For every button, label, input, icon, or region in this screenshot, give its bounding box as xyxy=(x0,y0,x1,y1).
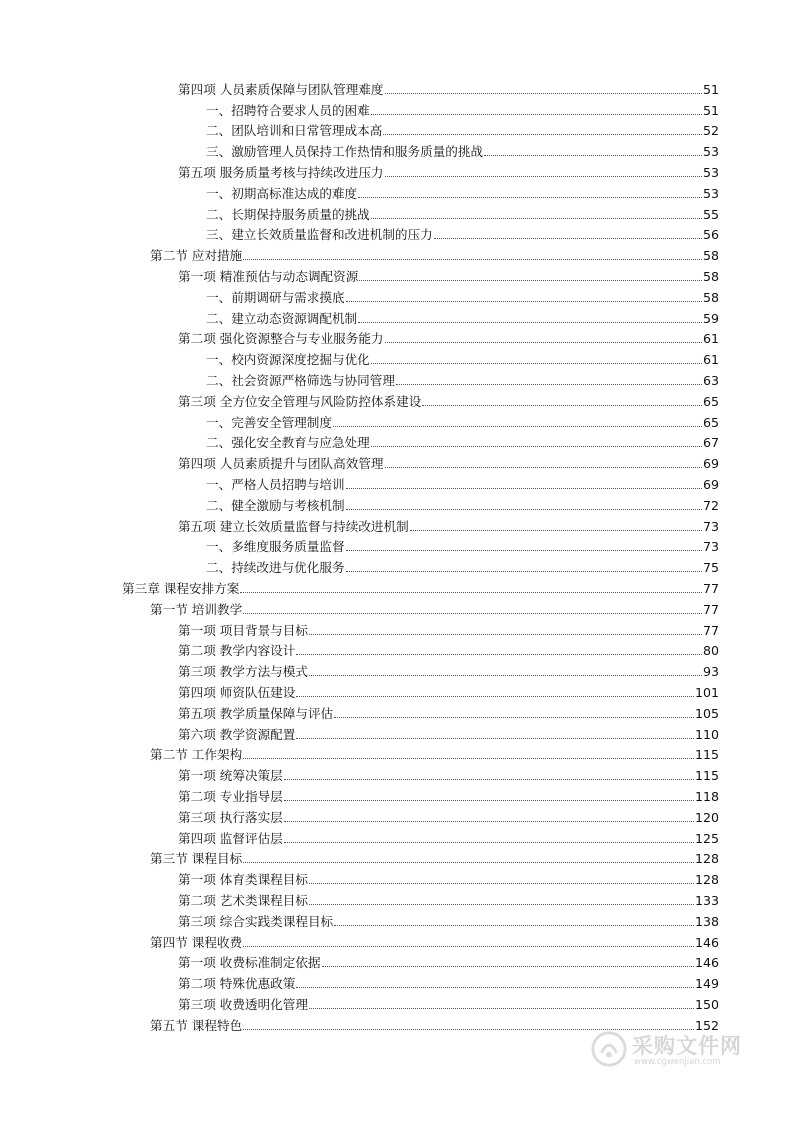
toc-leader-dots xyxy=(240,592,702,593)
watermark-url: www.cgwenjian.com xyxy=(634,1057,721,1067)
toc-leader-dots xyxy=(322,966,694,967)
toc-entry[interactable] xyxy=(178,388,719,409)
toc-leader-dots xyxy=(434,238,702,239)
toc-entry-label: 二、健全激励与考核机制 xyxy=(206,497,345,513)
toc-entry-page: 69 xyxy=(702,476,719,492)
toc-entry[interactable] xyxy=(206,430,719,451)
toc-entry[interactable] xyxy=(178,783,719,804)
toc-entry-label: 第四项 人员素质保障与团队管理难度 xyxy=(178,81,384,97)
toc-entry-label: 一、校内资源深度挖掘与优化 xyxy=(206,352,370,368)
toc-entry[interactable] xyxy=(206,97,719,118)
toc-entry[interactable] xyxy=(178,450,719,471)
toc-entry-page: 58 xyxy=(702,289,719,305)
toc-entry-label: 第六项 教学资源配置 xyxy=(178,726,296,742)
toc-entry-page: 65 xyxy=(702,414,719,430)
toc-entry-label: 第五项 教学质量保障与评估 xyxy=(178,705,334,721)
toc-entry[interactable] xyxy=(178,721,719,742)
toc-entry[interactable] xyxy=(206,284,719,305)
toc-leader-dots xyxy=(333,426,702,427)
toc-entry[interactable] xyxy=(178,263,719,284)
toc-entry-page: 152 xyxy=(694,1017,719,1033)
toc-entry-page: 73 xyxy=(702,518,719,534)
toc-leader-dots xyxy=(309,1008,694,1009)
toc-entry[interactable] xyxy=(178,326,719,347)
toc-entry-label: 第五项 建立长效质量监督与持续改进机制 xyxy=(178,518,409,534)
toc-entry[interactable] xyxy=(206,471,719,492)
toc-entry-label: 第一项 统筹决策层 xyxy=(178,768,283,784)
toc-leader-dots xyxy=(371,114,702,115)
toc-entry-label: 二、团队培训和日常管理成本高 xyxy=(206,123,383,139)
toc-entry-page: 59 xyxy=(702,310,719,326)
toc-entry-page: 53 xyxy=(702,164,719,180)
toc-entry-page: 56 xyxy=(702,227,719,243)
toc-entry-label: 第四项 人员素质提升与团队高效管理 xyxy=(178,456,384,472)
toc-entry-label: 第一项 精准预估与动态调配资源 xyxy=(178,268,359,284)
toc-entry[interactable] xyxy=(206,222,719,243)
toc-entry-page: 115 xyxy=(694,747,719,763)
toc-entry[interactable] xyxy=(178,700,719,721)
toc-leader-dots xyxy=(346,488,702,489)
toc-leader-dots xyxy=(385,93,702,94)
toc-entry-page: 128 xyxy=(694,872,719,888)
toc-entry-page: 51 xyxy=(702,81,719,97)
toc-entry[interactable] xyxy=(150,929,719,950)
toc-entry[interactable] xyxy=(206,138,719,159)
watermark-title: 采购文件网 xyxy=(632,1034,742,1058)
toc-entry[interactable] xyxy=(150,742,719,763)
toc-entry[interactable] xyxy=(206,201,719,222)
toc-entry-page: 105 xyxy=(694,705,719,721)
toc-leader-dots xyxy=(243,613,702,614)
toc-entry-page: 138 xyxy=(694,913,719,929)
toc-entry-page: 75 xyxy=(702,560,719,576)
toc-entry-label: 第三章 课程安排方案 xyxy=(122,580,240,596)
toc-entry[interactable] xyxy=(178,76,719,97)
toc-entry-label: 二、持续改进与优化服务 xyxy=(206,560,345,576)
toc-entry-label: 第三项 执行落实层 xyxy=(178,809,283,825)
toc-entry-label: 一、完善安全管理制度 xyxy=(206,414,332,430)
toc-entry[interactable] xyxy=(178,679,719,700)
toc-entry-label: 二、强化安全教育与应急处理 xyxy=(206,435,370,451)
toc-entry-label: 第二项 专业指导层 xyxy=(178,788,283,804)
toc-entry-page: 67 xyxy=(702,435,719,451)
toc-entry-label: 第二项 特殊优惠政策 xyxy=(178,976,296,992)
toc-leader-dots xyxy=(385,342,702,343)
toc-entry-page: 146 xyxy=(694,934,719,950)
toc-leader-dots xyxy=(410,530,702,531)
toc-leader-dots xyxy=(309,883,694,884)
toc-entry[interactable] xyxy=(178,159,719,180)
toc-entry-label: 第四节 课程收费 xyxy=(150,934,243,950)
toc-entry[interactable] xyxy=(178,908,719,929)
toc-leader-dots xyxy=(309,675,702,676)
toc-entry[interactable] xyxy=(206,492,719,513)
toc-entry-page: 61 xyxy=(702,352,719,368)
toc-entry[interactable] xyxy=(206,346,719,367)
toc-leader-dots xyxy=(371,363,702,364)
toc-leader-dots xyxy=(334,925,694,926)
toc-leader-dots xyxy=(371,218,702,219)
watermark xyxy=(590,1028,750,1072)
toc-entry-label: 第一节 培训教学 xyxy=(150,601,243,617)
toc-entry[interactable] xyxy=(150,242,719,263)
toc-entry-label: 第三项 综合实践类课程目标 xyxy=(178,913,334,929)
toc-entry-label: 第四项 师资队伍建设 xyxy=(178,684,296,700)
toc-leader-dots xyxy=(309,634,702,635)
toc-entry-page: 63 xyxy=(702,372,719,388)
toc-entry[interactable] xyxy=(178,825,719,846)
toc-entry-label: 一、严格人员招聘与培训 xyxy=(206,476,345,492)
toc-entry[interactable] xyxy=(150,596,719,617)
toc-leader-dots xyxy=(334,717,694,718)
toc-entry-label: 三、建立长效质量监督和改进机制的压力 xyxy=(206,227,433,243)
toc-leader-dots xyxy=(243,862,694,863)
toc-entry-page: 93 xyxy=(702,664,719,680)
toc-entry-label: 第二节 工作架构 xyxy=(150,747,243,763)
toc-entry-page: 125 xyxy=(694,830,719,846)
toc-entry[interactable] xyxy=(206,118,719,139)
toc-leader-dots xyxy=(284,800,694,801)
toc-entry-page: 53 xyxy=(702,144,719,160)
toc-entry[interactable] xyxy=(178,513,719,534)
toc-entry-label: 第四项 监督评估层 xyxy=(178,830,283,846)
toc-entry-page: 110 xyxy=(694,726,719,742)
toc-leader-dots xyxy=(284,842,694,843)
toc-entry[interactable] xyxy=(178,804,719,825)
toc-leader-dots xyxy=(346,509,702,510)
toc-entry-label: 第二项 艺术类课程目标 xyxy=(178,892,308,908)
toc-leader-dots xyxy=(284,779,694,780)
toc-leader-dots xyxy=(243,259,702,260)
toc-entry-page: 120 xyxy=(694,809,719,825)
toc-entry-label: 三、激励管理人员保持工作热情和服务质量的挑战 xyxy=(206,144,484,160)
toc-leader-dots xyxy=(296,987,694,988)
toc-leader-dots xyxy=(359,280,702,281)
toc-entry[interactable] xyxy=(206,554,719,575)
toc-entry-page: 72 xyxy=(702,497,719,513)
toc-entry-page: 58 xyxy=(702,248,719,264)
toc-entry-page: 150 xyxy=(694,996,719,1012)
toc-entry-page: 80 xyxy=(702,643,719,659)
toc-entry-page: 61 xyxy=(702,331,719,347)
toc-entry[interactable] xyxy=(122,575,719,596)
toc-entry[interactable] xyxy=(178,617,719,638)
toc-entry-label: 第三节 课程目标 xyxy=(150,851,243,867)
toc-leader-dots xyxy=(296,654,702,655)
toc-entry-label: 一、前期调研与需求摸底 xyxy=(206,289,345,305)
toc-leader-dots xyxy=(484,155,702,156)
toc-leader-dots xyxy=(296,696,694,697)
toc-entry[interactable] xyxy=(178,638,719,659)
toc-entry-page: 77 xyxy=(702,622,719,638)
toc-entry[interactable] xyxy=(178,866,719,887)
toc-entry-label: 第一项 项目背景与目标 xyxy=(178,622,308,638)
toc-leader-dots xyxy=(383,134,702,135)
toc-entry-label: 一、多维度服务质量监督 xyxy=(206,539,345,555)
toc-entry[interactable] xyxy=(206,534,719,555)
toc-entry-page: 65 xyxy=(702,393,719,409)
toc-entry-page: 55 xyxy=(702,206,719,222)
toc-entry[interactable] xyxy=(178,887,719,908)
toc-leader-dots xyxy=(284,821,694,822)
toc-leader-dots xyxy=(309,904,694,905)
toc-entry-page: 146 xyxy=(694,955,719,971)
toc-entry-page: 77 xyxy=(702,601,719,617)
toc-entry-label: 第三项 教学方法与模式 xyxy=(178,664,308,680)
toc-entry-page: 149 xyxy=(694,976,719,992)
toc-entry[interactable] xyxy=(178,658,719,679)
toc-entry-label: 第二项 强化资源整合与专业服务能力 xyxy=(178,331,384,347)
toc-entry-label: 第三项 收费透明化管理 xyxy=(178,996,308,1012)
toc-entry[interactable] xyxy=(150,846,719,867)
toc-leader-dots xyxy=(422,405,702,406)
toc-entry-page: 58 xyxy=(702,268,719,284)
toc-entry-label: 第二节 应对措施 xyxy=(150,248,243,264)
toc-entry[interactable] xyxy=(178,970,719,991)
toc-entry-label: 第五节 课程特色 xyxy=(150,1017,243,1033)
toc-leader-dots xyxy=(358,197,702,198)
toc-entry-page: 118 xyxy=(694,788,719,804)
toc-entry-label: 第一项 收费标准制定依据 xyxy=(178,955,321,971)
toc-entry-page: 101 xyxy=(694,684,719,700)
toc-entry-label: 一、招聘符合要求人员的困难 xyxy=(206,102,370,118)
toc-leader-dots xyxy=(385,467,702,468)
toc-leader-dots xyxy=(385,176,702,177)
toc-entry-label: 第三项 全方位安全管理与风险防控体系建设 xyxy=(178,393,422,409)
toc-entry-label: 第二项 教学内容设计 xyxy=(178,643,296,659)
toc-entry[interactable] xyxy=(178,950,719,971)
toc-entry-page: 77 xyxy=(702,580,719,596)
toc-entry[interactable] xyxy=(178,762,719,783)
toc-entry-label: 一、初期高标准达成的难度 xyxy=(206,185,358,201)
toc-entry-label: 第一项 体育类课程目标 xyxy=(178,872,308,888)
toc-entry[interactable] xyxy=(206,367,719,388)
toc-entry-page: 53 xyxy=(702,185,719,201)
toc-entry[interactable] xyxy=(206,305,719,326)
toc-leader-dots xyxy=(243,758,694,759)
toc-entry[interactable] xyxy=(206,409,719,430)
toc-entry-label: 二、建立动态资源调配机制 xyxy=(206,310,358,326)
toc-leader-dots xyxy=(358,322,702,323)
toc-leader-dots xyxy=(346,301,702,302)
watermark-logo-icon xyxy=(590,1030,628,1068)
toc-entry-page: 52 xyxy=(702,123,719,139)
toc-leader-dots xyxy=(396,384,702,385)
toc-leader-dots xyxy=(243,946,694,947)
toc-leader-dots xyxy=(371,446,702,447)
toc-entry-page: 69 xyxy=(702,456,719,472)
toc-entry-label: 第五项 服务质量考核与持续改进压力 xyxy=(178,164,384,180)
toc-entry[interactable] xyxy=(178,991,719,1012)
toc-entry-page: 73 xyxy=(702,539,719,555)
toc-entry[interactable] xyxy=(206,180,719,201)
toc-entry-page: 115 xyxy=(694,768,719,784)
toc-entry-page: 133 xyxy=(694,892,719,908)
toc-entry-page: 128 xyxy=(694,851,719,867)
toc-entry-label: 二、长期保持服务质量的挑战 xyxy=(206,206,370,222)
toc-entry-page: 51 xyxy=(702,102,719,118)
toc-entry-label: 二、社会资源严格筛选与协同管理 xyxy=(206,372,395,388)
toc-leader-dots xyxy=(296,738,694,739)
toc-leader-dots xyxy=(346,550,702,551)
toc-leader-dots xyxy=(346,571,702,572)
